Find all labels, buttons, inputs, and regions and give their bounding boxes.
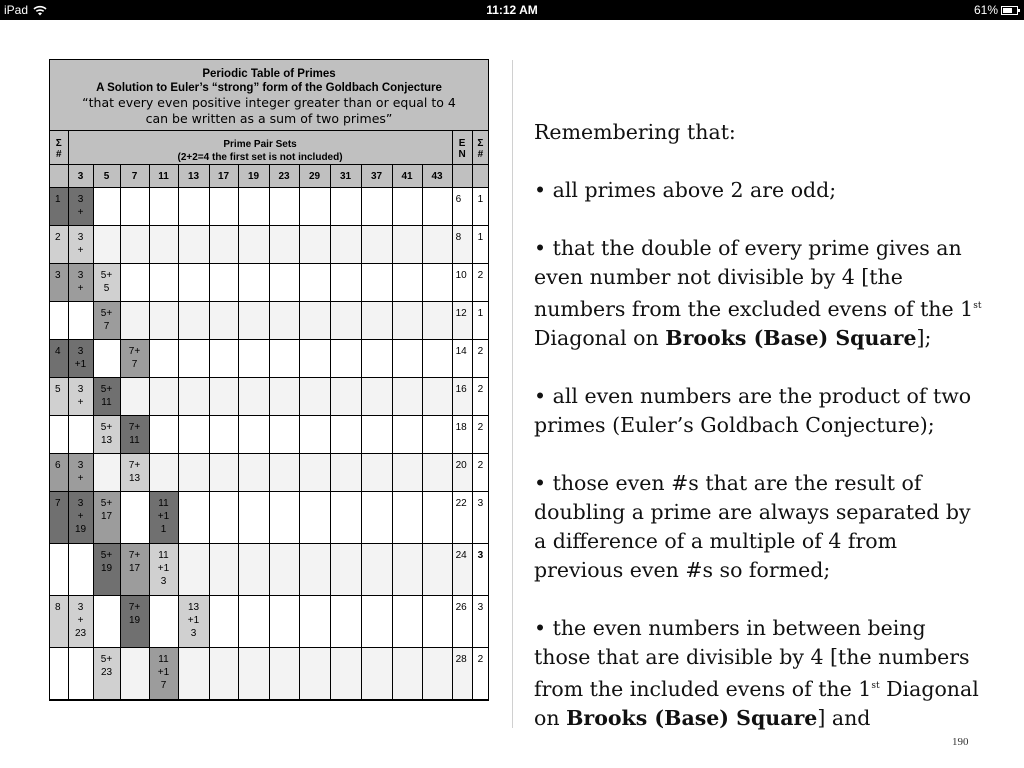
empty-cell [178, 492, 209, 544]
prime-row-blank-right [472, 165, 488, 188]
empty-cell [269, 302, 299, 340]
empty-cell [120, 378, 149, 416]
pair-count-cell: 2 [472, 340, 488, 378]
empty-cell [361, 226, 392, 264]
empty-cell [120, 188, 149, 226]
empty-cell [149, 264, 178, 302]
empty-cell [361, 340, 392, 378]
empty-cell [209, 340, 238, 378]
page-number: 190 [952, 736, 969, 748]
empty-cell [422, 492, 452, 544]
empty-cell [422, 454, 452, 492]
prime-pair-cell: 7+ 19 [120, 596, 149, 648]
empty-cell [330, 544, 361, 596]
empty-cell [392, 648, 422, 700]
empty-cell [238, 302, 269, 340]
empty-cell [361, 596, 392, 648]
prime-pair-cell: 13 +1 3 [178, 596, 209, 648]
prime-column-header: 7 [120, 165, 149, 188]
battery-percent: 61% [973, 3, 998, 17]
empty-cell [422, 264, 452, 302]
empty-cell [269, 378, 299, 416]
empty-cell [149, 188, 178, 226]
even-number-cell: 26 [452, 596, 472, 648]
row-label: 3 [50, 264, 68, 302]
even-number-cell: 20 [452, 454, 472, 492]
table-row [50, 226, 488, 264]
prime-pair-cell: 3 + [68, 226, 93, 264]
prime-column-header: 37 [361, 165, 392, 188]
table-row [50, 264, 488, 302]
empty-cell [392, 454, 422, 492]
empty-cell [392, 264, 422, 302]
empty-cell [178, 340, 209, 378]
empty-cell [392, 302, 422, 340]
pair-count-cell: 2 [472, 264, 488, 302]
pair-count-cell: 3 [472, 492, 488, 544]
empty-cell [299, 340, 330, 378]
empty-cell [361, 302, 392, 340]
empty-cell [269, 264, 299, 302]
empty-cell [269, 454, 299, 492]
pair-count-cell: 1 [472, 188, 488, 226]
empty-cell [120, 226, 149, 264]
empty-cell [299, 264, 330, 302]
empty-cell [238, 416, 269, 454]
prime-column-header: 41 [392, 165, 422, 188]
pair-count-cell: 1 [472, 302, 488, 340]
periodic-table-of-primes [49, 59, 489, 701]
empty-cell [422, 188, 452, 226]
empty-cell [68, 416, 93, 454]
empty-cell [149, 226, 178, 264]
table-row [50, 596, 488, 648]
table-title-block [50, 60, 488, 131]
prime-pair-cell: 5+ 11 [93, 378, 120, 416]
row-label: 2 [50, 226, 68, 264]
table-row [50, 492, 488, 544]
prime-grid [50, 131, 488, 700]
bullet-in-between: • the even numbers in between being those that are divisible by 4 [the numbers from the included evens of the 1st Diagonal on Brooks (Base) Square] and [534, 616, 979, 730]
prime-pair-cell: 3 +1 [68, 340, 93, 378]
status-bar [0, 0, 1024, 20]
pair-count-cell: 3 [472, 544, 488, 596]
prime-column-header: 19 [238, 165, 269, 188]
empty-cell [361, 264, 392, 302]
empty-cell [299, 188, 330, 226]
prime-pair-cell: 5+ 23 [93, 648, 120, 700]
empty-cell [422, 378, 452, 416]
empty-cell [149, 302, 178, 340]
even-number-cell: 6 [452, 188, 472, 226]
brooks-square-ref: Brooks (Base) Square [566, 706, 818, 730]
empty-cell [178, 454, 209, 492]
table-row [50, 454, 488, 492]
prime-column-header: 13 [178, 165, 209, 188]
empty-cell [422, 340, 452, 378]
row-label: 4 [50, 340, 68, 378]
empty-cell [238, 340, 269, 378]
empty-cell [93, 226, 120, 264]
empty-cell [93, 454, 120, 492]
even-number-cell: 14 [452, 340, 472, 378]
empty-cell [209, 226, 238, 264]
empty-cell [238, 492, 269, 544]
prime-column-header: 11 [149, 165, 178, 188]
prime-pair-sets-note: (2+2=4 the first set is not included) [177, 152, 343, 163]
empty-cell [330, 492, 361, 544]
prime-pair-cell: 3 + 23 [68, 596, 93, 648]
empty-cell [299, 378, 330, 416]
empty-cell [149, 340, 178, 378]
empty-cell [178, 378, 209, 416]
even-number-cell: 28 [452, 648, 472, 700]
empty-cell [361, 416, 392, 454]
even-number-cell: 10 [452, 264, 472, 302]
empty-cell [330, 340, 361, 378]
empty-cell [178, 188, 209, 226]
empty-cell [269, 544, 299, 596]
empty-cell [238, 596, 269, 648]
prime-pair-cell: 3 + [68, 454, 93, 492]
empty-cell [93, 188, 120, 226]
prime-pair-cell: 3 + [68, 188, 93, 226]
left-sum-header: Σ # [50, 131, 68, 165]
empty-cell [330, 416, 361, 454]
prime-pair-cell: 7+ 7 [120, 340, 149, 378]
prime-pair-cell: 3 + [68, 378, 93, 416]
empty-cell [209, 648, 238, 700]
empty-cell [68, 648, 93, 700]
prime-row-blank-en [452, 165, 472, 188]
table-quote-line-2: can be written as a sum of two primes” [145, 111, 393, 126]
empty-cell [330, 264, 361, 302]
bullet-double-prime: • that the double of every prime gives an even number not divisible by 4 [the numbers from the excluded evens of the 1st Diagonal on Brooks (Base) Square]; [534, 236, 982, 350]
prime-pair-cell: 7+ 13 [120, 454, 149, 492]
empty-cell [361, 492, 392, 544]
empty-cell [392, 596, 422, 648]
table-row [50, 648, 488, 700]
empty-cell [209, 596, 238, 648]
row-label: 8 [50, 596, 68, 648]
empty-cell [209, 492, 238, 544]
empty-cell [209, 544, 238, 596]
empty-cell [361, 454, 392, 492]
table-row [50, 188, 488, 226]
empty-cell [392, 340, 422, 378]
empty-cell [330, 226, 361, 264]
prime-pair-cell: 3 + 19 [68, 492, 93, 544]
even-number-cell: 8 [452, 226, 472, 264]
prime-pair-sets-title: Prime Pair Sets [223, 139, 297, 150]
empty-cell [361, 648, 392, 700]
table-row [50, 378, 488, 416]
empty-cell [422, 226, 452, 264]
empty-cell [269, 416, 299, 454]
empty-cell [120, 648, 149, 700]
empty-cell [422, 596, 452, 648]
empty-cell [299, 226, 330, 264]
empty-cell [120, 492, 149, 544]
empty-cell [299, 454, 330, 492]
prime-column-header: 23 [269, 165, 299, 188]
table-title: Periodic Table of Primes [202, 68, 336, 80]
pair-count-cell: 2 [472, 378, 488, 416]
empty-cell [120, 264, 149, 302]
prime-pair-cell: 11 +1 3 [149, 544, 178, 596]
empty-cell [149, 454, 178, 492]
empty-cell [392, 188, 422, 226]
empty-cell [269, 226, 299, 264]
empty-cell [178, 416, 209, 454]
row-label: 1 [50, 188, 68, 226]
empty-cell [209, 188, 238, 226]
row-label: 6 [50, 454, 68, 492]
empty-cell [93, 340, 120, 378]
empty-cell [269, 188, 299, 226]
bullet-odd-primes: • all primes above 2 are odd; [534, 178, 837, 202]
even-number-header: E N [452, 131, 472, 165]
empty-cell [299, 596, 330, 648]
empty-cell [392, 226, 422, 264]
even-number-cell: 16 [452, 378, 472, 416]
bullet-goldbach: • all even numbers are the product of two primes (Euler’s Goldbach Conjecture); [534, 384, 972, 437]
empty-cell [209, 302, 238, 340]
prime-pair-sets-header [68, 131, 452, 165]
empty-cell [392, 492, 422, 544]
prime-column-header: 3 [68, 165, 93, 188]
prime-pair-cell: 5+ 13 [93, 416, 120, 454]
empty-cell [392, 416, 422, 454]
empty-cell [209, 264, 238, 302]
even-number-cell: 22 [452, 492, 472, 544]
prime-pair-cell: 3 + [68, 264, 93, 302]
prime-column-header: 29 [299, 165, 330, 188]
even-number-cell: 24 [452, 544, 472, 596]
prime-pair-cell: 11 +1 1 [149, 492, 178, 544]
empty-cell [269, 648, 299, 700]
empty-cell [330, 596, 361, 648]
pair-count-cell: 1 [472, 226, 488, 264]
empty-cell [361, 544, 392, 596]
empty-cell [299, 302, 330, 340]
empty-cell [120, 302, 149, 340]
empty-cell [93, 596, 120, 648]
empty-cell [238, 454, 269, 492]
table-quote-line-1: “that every even positive integer greater than or equal to 4 [82, 95, 456, 110]
row-label [50, 416, 68, 454]
empty-cell [149, 596, 178, 648]
empty-cell [178, 648, 209, 700]
row-label [50, 648, 68, 700]
header-row [50, 131, 488, 165]
empty-cell [269, 340, 299, 378]
empty-cell [299, 544, 330, 596]
status-time: 11:12 AM [486, 3, 538, 17]
brooks-square-ref: Brooks (Base) Square [665, 326, 917, 350]
empty-cell [269, 596, 299, 648]
empty-cell [392, 544, 422, 596]
prime-column-header: 17 [209, 165, 238, 188]
empty-cell [330, 648, 361, 700]
empty-cell [68, 302, 93, 340]
row-label [50, 544, 68, 596]
pair-count-cell: 2 [472, 648, 488, 700]
empty-cell [178, 226, 209, 264]
empty-cell [238, 378, 269, 416]
empty-cell [209, 416, 238, 454]
empty-cell [422, 544, 452, 596]
empty-cell [361, 378, 392, 416]
empty-cell [149, 416, 178, 454]
empty-cell [330, 188, 361, 226]
pair-count-cell: 2 [472, 454, 488, 492]
prime-pair-cell: 5+ 7 [93, 302, 120, 340]
row-label: 5 [50, 378, 68, 416]
device-label: iPad [4, 3, 29, 17]
prime-column-header: 43 [422, 165, 452, 188]
table-subtitle: A Solution to Euler’s “strong” form of the Goldbach Conjecture [96, 82, 442, 94]
empty-cell [422, 416, 452, 454]
page-text [534, 118, 984, 762]
prime-pair-cell: 5+ 17 [93, 492, 120, 544]
page-divider [512, 60, 513, 728]
empty-cell [149, 378, 178, 416]
battery-icon [1001, 6, 1018, 15]
empty-cell [330, 454, 361, 492]
even-number-cell: 18 [452, 416, 472, 454]
bullet-doubling: • those even #s that are the result of doubling a prime are always separated by a difference of a multiple of 4 from previous even #s so formed; [534, 471, 971, 582]
pair-count-cell: 2 [472, 416, 488, 454]
row-label [50, 302, 68, 340]
even-number-cell: 12 [452, 302, 472, 340]
prime-pair-cell: 11 +1 7 [149, 648, 178, 700]
empty-cell [330, 302, 361, 340]
empty-cell [299, 492, 330, 544]
empty-cell [422, 648, 452, 700]
pair-count-cell: 3 [472, 596, 488, 648]
empty-cell [68, 544, 93, 596]
table-row [50, 416, 488, 454]
empty-cell [299, 416, 330, 454]
empty-cell [392, 378, 422, 416]
empty-cell [238, 264, 269, 302]
empty-cell [238, 226, 269, 264]
empty-cell [299, 648, 330, 700]
intro-line: Remembering that: [534, 120, 736, 144]
prime-row-blank-left [50, 165, 68, 188]
prime-column-header: 31 [330, 165, 361, 188]
right-sum-header: Σ # [472, 131, 488, 165]
empty-cell [269, 492, 299, 544]
empty-cell [238, 648, 269, 700]
prime-number-row [50, 165, 488, 188]
prime-pair-cell: 7+ 11 [120, 416, 149, 454]
table-row [50, 544, 488, 596]
table-row [50, 302, 488, 340]
empty-cell [238, 544, 269, 596]
empty-cell [209, 454, 238, 492]
empty-cell [178, 264, 209, 302]
empty-cell [209, 378, 238, 416]
prime-column-header: 5 [93, 165, 120, 188]
prime-pair-cell: 7+ 17 [120, 544, 149, 596]
prime-pair-cell: 5+ 5 [93, 264, 120, 302]
row-label: 7 [50, 492, 68, 544]
prime-pair-cell: 5+ 19 [93, 544, 120, 596]
empty-cell [178, 544, 209, 596]
table-row [50, 340, 488, 378]
empty-cell [361, 188, 392, 226]
empty-cell [422, 302, 452, 340]
empty-cell [238, 188, 269, 226]
empty-cell [178, 302, 209, 340]
empty-cell [330, 378, 361, 416]
